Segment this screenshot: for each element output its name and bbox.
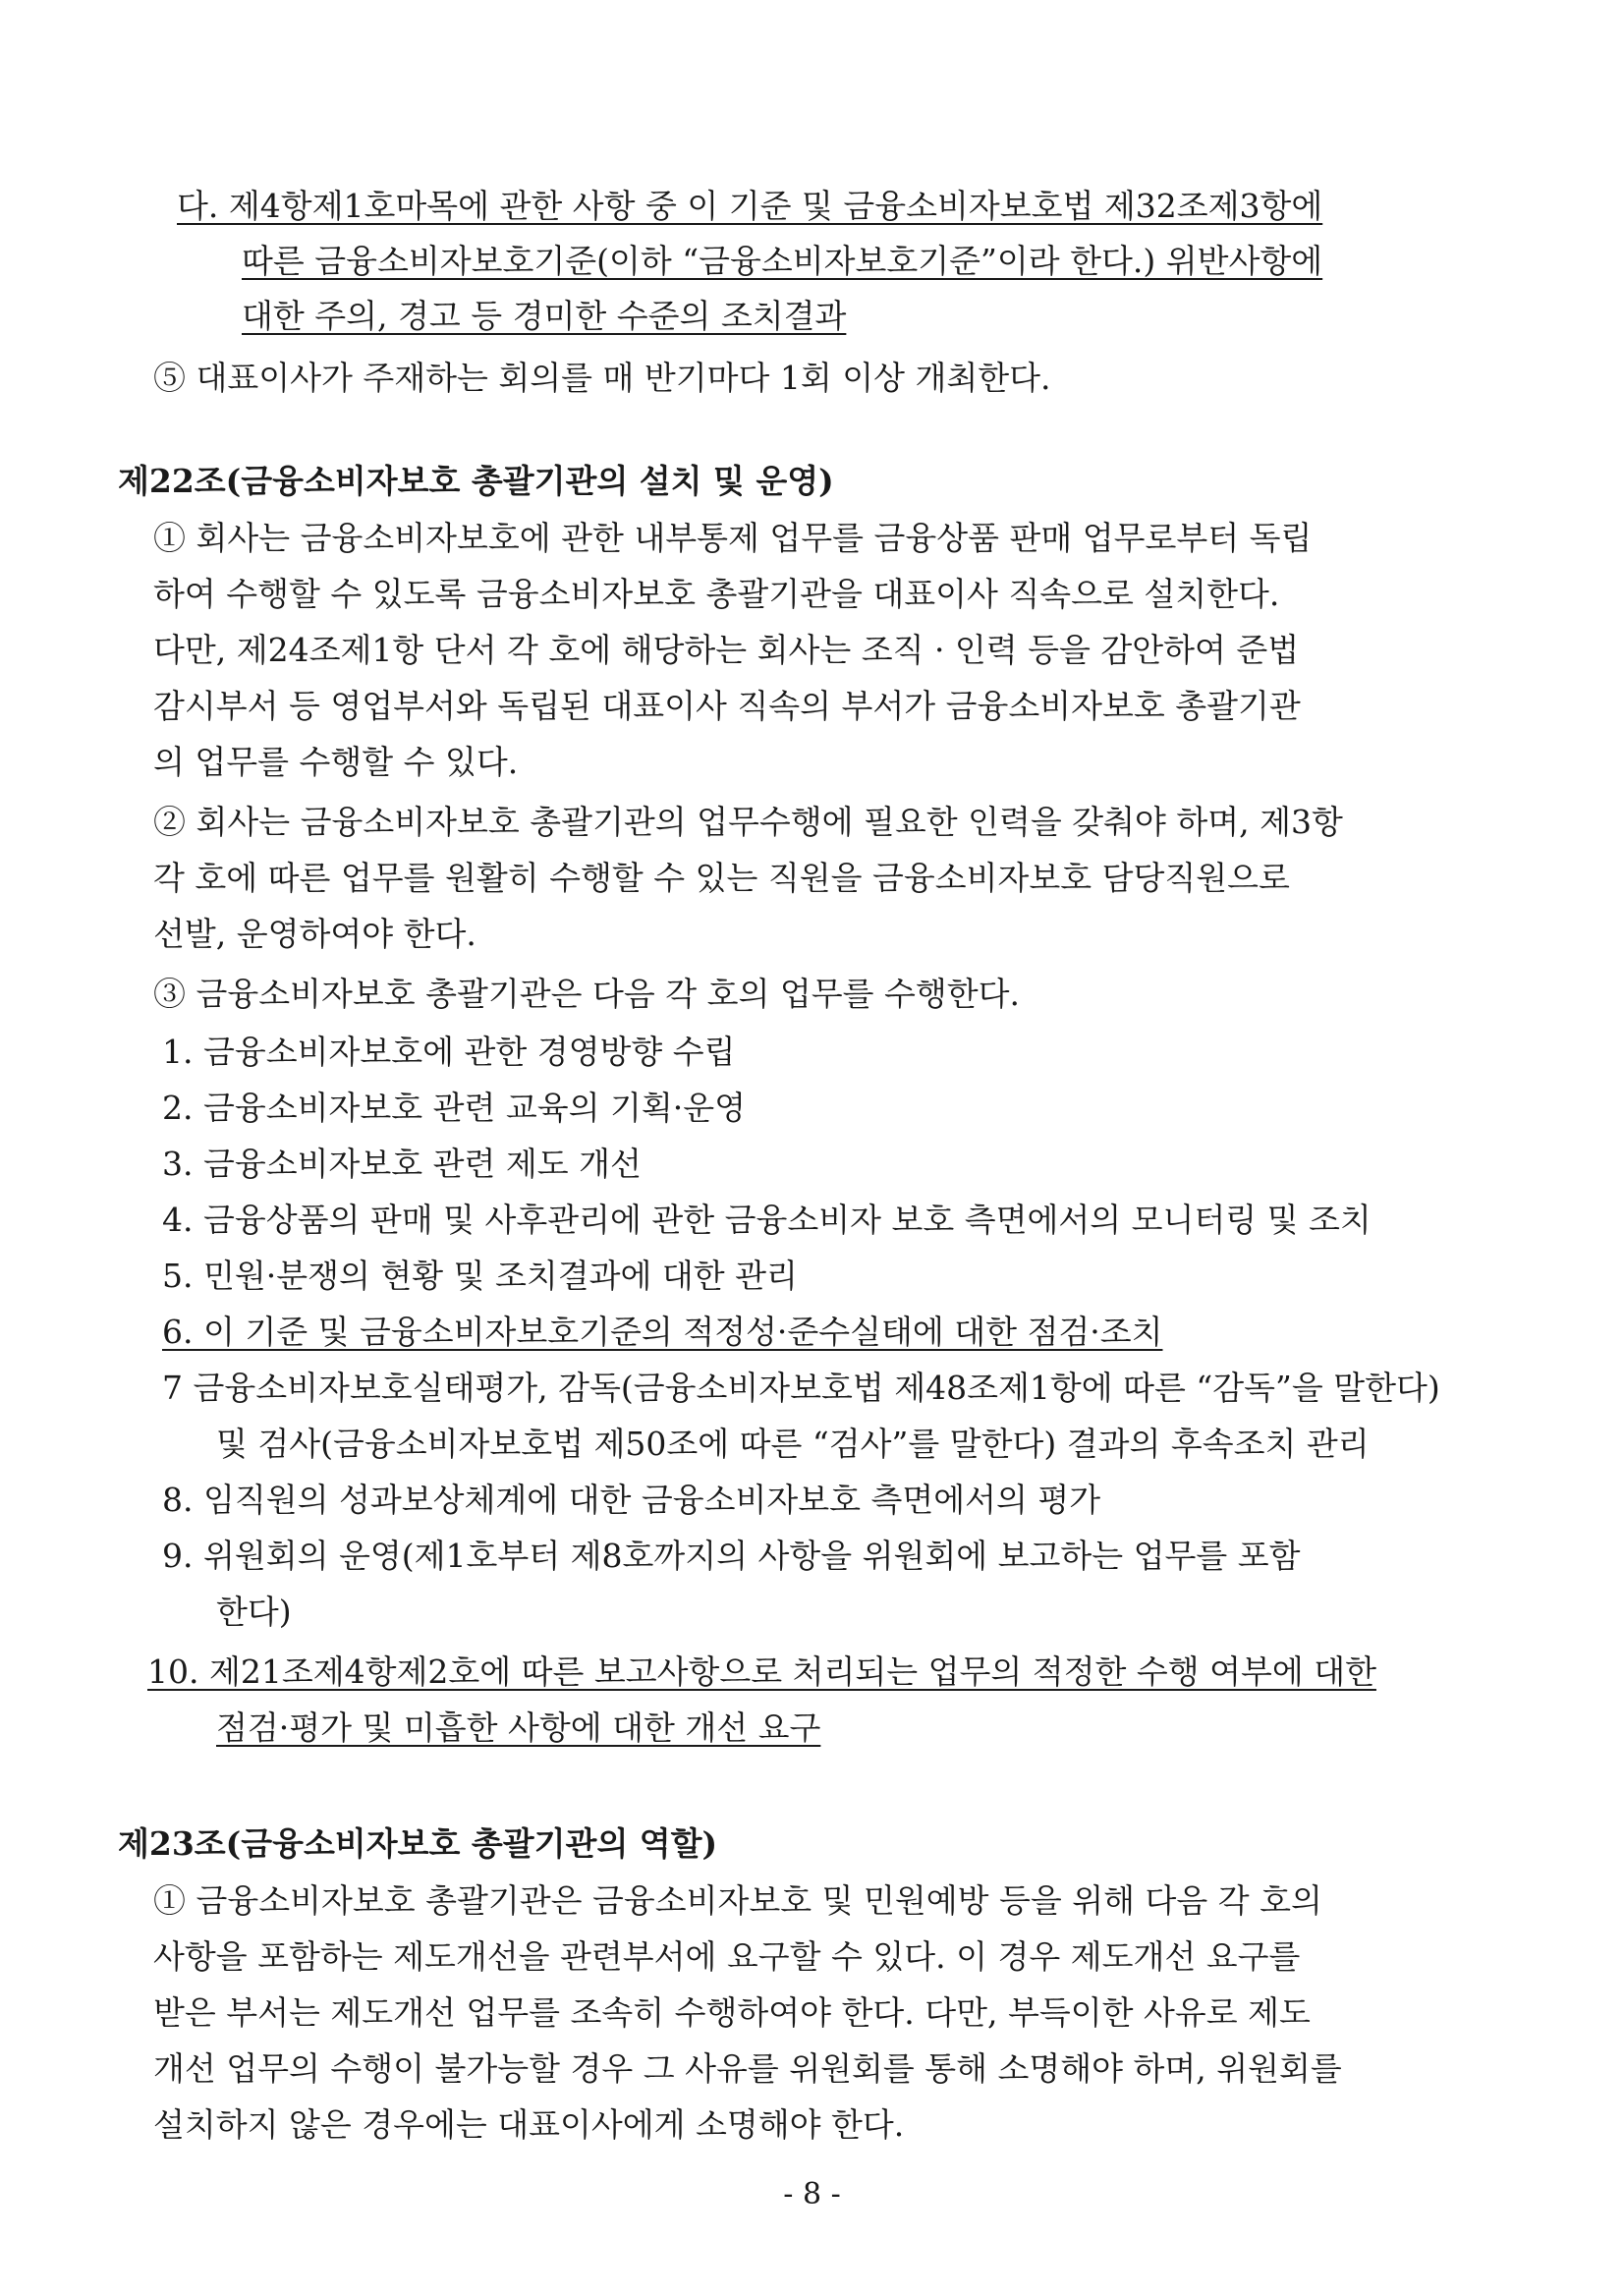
heading-text: 제22조(금융소비자보호 총괄기관의 설치 및 운영) xyxy=(118,462,834,500)
list-item xyxy=(162,1089,746,1128)
paragraph-text: ② 회사는 금융소비자보호 총괄기관의 업무수행에 필요한 인력을 갖춰야 하며, 제3항 xyxy=(153,803,1343,841)
item-text: 3. 금융소비자보호 관련 제도 개선 xyxy=(162,1145,642,1183)
list-item-continued xyxy=(216,1593,292,1632)
paragraph xyxy=(153,859,1290,898)
item-text: 5. 민원·분쟁의 현황 및 조치결과에 대한 관리 xyxy=(162,1257,798,1295)
paragraph xyxy=(153,687,1301,726)
item-text: 7 금융소비자보호실태평가, 감독(금융소비자보호법 제48조제1항에 따른 “감독”을 말한다) xyxy=(162,1369,1440,1407)
list-item xyxy=(162,1257,798,1296)
paragraph-text: 하여 수행할 수 있도록 금융소비자보호 총괄기관을 대표이사 직속으로 설치한다. xyxy=(153,575,1280,613)
item-text: 2. 금융소비자보호 관련 교육의 기획·운영 xyxy=(162,1089,746,1127)
paragraph-text: ① 회사는 금융소비자보호에 관한 내부통제 업무를 금융상품 판매 업무로부터 독립 xyxy=(153,519,1313,557)
paragraph-text: 설치하지 않은 경우에는 대표이사에게 소명해야 한다. xyxy=(153,2105,905,2144)
list-item xyxy=(162,1313,1162,1352)
paragraph xyxy=(153,359,1050,398)
paragraph-text: 선발, 운영하여야 한다. xyxy=(153,915,476,953)
paragraph xyxy=(153,2105,904,2145)
item-text: 6. 이 기준 및 금융소비자보호기준의 적정성·준수실태에 대한 점검·조치 xyxy=(162,1313,1163,1351)
paragraph xyxy=(153,915,476,954)
article-heading xyxy=(118,462,834,501)
paragraph xyxy=(153,1993,1311,2033)
item-text: 대한 주의, 경고 등 경미한 수준의 조치결과 xyxy=(242,297,847,335)
list-item xyxy=(162,1145,642,1184)
article-heading xyxy=(118,1824,717,1864)
paragraph-text: 받은 부서는 제도개선 업무를 조속히 수행하여야 한다. 다만, 부득이한 사유로 제도 xyxy=(153,1993,1311,2032)
list-item-continued xyxy=(216,1425,1370,1464)
list-item xyxy=(162,1537,1301,1576)
paragraph-text: 의 업무를 수행할 수 있다. xyxy=(153,743,519,781)
paragraph-text: 사항을 포함하는 제도개선을 관련부서에 요구할 수 있다. 이 경우 제도개선 요구를 xyxy=(153,1937,1301,1976)
item-text: 4. 금융상품의 판매 및 사후관리에 관한 금융소비자 보호 측면에서의 모니터링 및 조치 xyxy=(162,1201,1372,1239)
item-text: 점검·평가 및 미흡한 사항에 대한 개선 요구 xyxy=(216,1708,821,1747)
item-text: 8. 임직원의 성과보상체계에 대한 금융소비자보호 측면에서의 평가 xyxy=(162,1481,1101,1519)
page-number: - 8 - xyxy=(783,2177,841,2212)
paragraph xyxy=(153,2049,1342,2089)
paragraph-text: ① 금융소비자보호 총괄기관은 금융소비자보호 및 민원예방 등을 위해 다음 각 호의 xyxy=(153,1881,1322,1920)
item-text: 9. 위원회의 운영(제1호부터 제8호까지의 사항을 위원회에 보고하는 업무를 포함 xyxy=(162,1537,1301,1575)
paragraph xyxy=(153,631,1299,670)
item-text: 1. 금융소비자보호에 관한 경영방향 수립 xyxy=(162,1033,736,1071)
list-item-continued xyxy=(242,242,1322,281)
paragraph-text: 감시부서 등 영업부서와 독립된 대표이사 직속의 부서가 금융소비자보호 총괄기관 xyxy=(153,687,1301,725)
item-text: 다. 제4항제1호마목에 관한 사항 중 이 기준 및 금융소비자보호법 제32조제3항에 xyxy=(177,187,1323,225)
item-text: 및 검사(금융소비자보호법 제50조에 따른 “검사”를 말한다) 결과의 후속조치 관리 xyxy=(216,1425,1370,1463)
paragraph xyxy=(153,975,1020,1014)
heading-text: 제23조(금융소비자보호 총괄기관의 역할) xyxy=(118,1824,718,1863)
paragraph-text: 다만, 제24조제1항 단서 각 호에 해당하는 회사는 조직 · 인력 등을 감안하여 준법 xyxy=(153,631,1300,669)
paragraph-text: ③ 금융소비자보호 총괄기관은 다음 각 호의 업무를 수행한다. xyxy=(153,975,1020,1013)
list-item xyxy=(162,1369,1440,1408)
item-text: 10. 제21조제4항제2호에 따른 보고사항으로 처리되는 업무의 적정한 수행 여부에 대한 xyxy=(147,1652,1376,1691)
paragraph-text: 각 호에 따른 업무를 원활히 수행할 수 있는 직원을 금융소비자보호 담당직원으로 xyxy=(153,859,1290,897)
paragraph xyxy=(153,1881,1322,1921)
list-item xyxy=(162,1481,1100,1520)
list-item-continued xyxy=(216,1708,820,1748)
list-item xyxy=(162,1201,1372,1240)
paragraph xyxy=(153,743,518,782)
paragraph-text: ⑤ 대표이사가 주재하는 회의를 매 반기마다 1회 이상 개최한다. xyxy=(153,359,1051,397)
list-item xyxy=(162,1033,736,1072)
paragraph xyxy=(153,519,1312,558)
list-item-continued xyxy=(242,297,846,336)
item-text: 따른 금융소비자보호기준(이하 “금융소비자보호기준”이라 한다.) 위반사항에 xyxy=(242,242,1323,280)
list-item xyxy=(147,1652,1376,1692)
list-item xyxy=(177,187,1322,226)
paragraph xyxy=(153,575,1279,614)
item-text: 한다) xyxy=(216,1593,292,1631)
paragraph xyxy=(153,1937,1300,1977)
paragraph-text: 개선 업무의 수행이 불가능할 경우 그 사유를 위원회를 통해 소명해야 하며, 위원회를 xyxy=(153,2049,1342,2088)
paragraph xyxy=(153,803,1343,842)
